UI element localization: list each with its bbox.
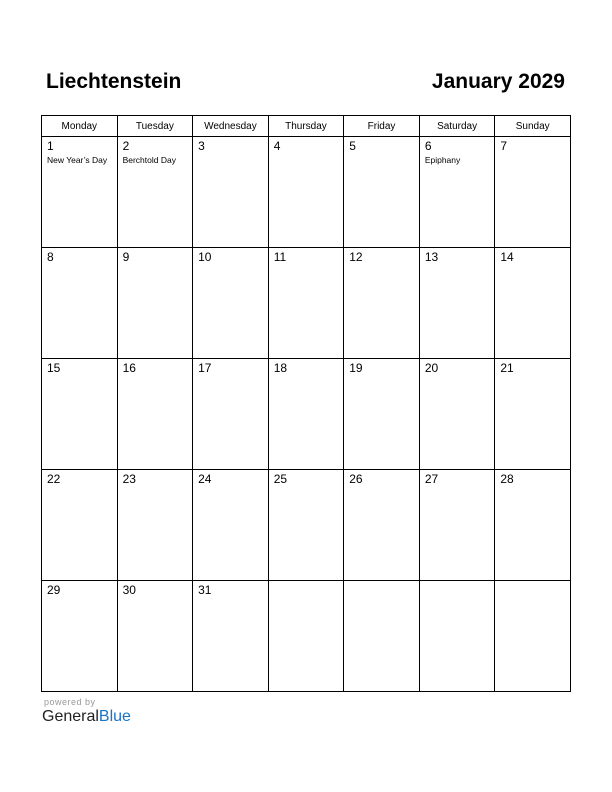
country-title: Liechtenstein (46, 70, 182, 93)
day-number (269, 581, 344, 584)
weekday-header-row (42, 116, 571, 137)
day-number: 11 (273, 250, 287, 264)
month-title: January 2029 (431, 70, 565, 93)
generalblue-logo[interactable] (42, 708, 131, 726)
day-number: 8 (47, 250, 54, 264)
day-number: 30 (122, 583, 136, 597)
week-row (42, 581, 571, 692)
day-cell (117, 359, 193, 470)
day-cell (117, 248, 193, 359)
day-cell (268, 137, 344, 248)
day-cell (495, 470, 571, 581)
day-cell (268, 581, 344, 692)
day-number: 1 (47, 139, 54, 153)
day-cell (344, 470, 420, 581)
day-number: 3 (198, 139, 205, 153)
day-cell (42, 359, 118, 470)
day-cell (419, 359, 495, 470)
day-number: 4 (273, 139, 281, 153)
day-number: 14 (500, 250, 514, 264)
day-cell (419, 470, 495, 581)
week-row (42, 359, 571, 470)
day-number: 28 (500, 472, 514, 486)
day-number: 5 (349, 139, 356, 153)
day-cell (344, 359, 420, 470)
day-cell (344, 248, 420, 359)
weekday-header: Friday (344, 116, 420, 137)
day-number: 17 (198, 361, 212, 375)
weekday-header: Monday (42, 116, 118, 137)
day-cell (117, 137, 193, 248)
day-number: 21 (500, 361, 514, 375)
day-number: 7 (500, 139, 508, 153)
day-number: 6 (424, 139, 432, 153)
day-cell (42, 137, 118, 248)
day-cell (117, 581, 193, 692)
day-number (495, 581, 570, 584)
week-row (42, 137, 571, 248)
weekday-header: Sunday (495, 116, 571, 137)
day-cell (419, 581, 495, 692)
day-number: 12 (349, 250, 363, 264)
day-number: 29 (47, 583, 61, 597)
day-number: 27 (424, 472, 439, 486)
day-cell (193, 581, 269, 692)
holiday-label: Berchtold Day (122, 155, 176, 165)
day-cell (344, 581, 420, 692)
day-cell (117, 470, 193, 581)
day-cell (495, 137, 571, 248)
day-number: 26 (349, 472, 363, 486)
powered-by-text: powered by (44, 697, 96, 707)
day-number: 23 (122, 472, 136, 486)
day-number: 24 (198, 472, 212, 486)
day-cell (268, 359, 344, 470)
day-number (344, 581, 419, 584)
day-cell (193, 470, 269, 581)
day-number: 19 (349, 361, 363, 375)
day-cell (419, 248, 495, 359)
day-cell (268, 248, 344, 359)
day-cell (42, 581, 118, 692)
day-number: 31 (198, 583, 212, 597)
day-cell (193, 248, 269, 359)
weekday-header: Tuesday (117, 116, 193, 137)
weekday-header: Saturday (419, 116, 495, 137)
holiday-label: New Year’s Day (47, 155, 108, 165)
holiday-label: Epiphany (424, 155, 461, 165)
day-number (420, 581, 495, 584)
logo-general: General (42, 708, 99, 725)
day-number: 25 (273, 472, 288, 486)
day-cell (268, 470, 344, 581)
weekday-header: Thursday (268, 116, 344, 137)
logo-blue: Blue (98, 708, 131, 725)
day-cell (193, 359, 269, 470)
day-number: 9 (122, 250, 130, 264)
day-cell (344, 137, 420, 248)
week-row (42, 248, 571, 359)
day-cell (495, 359, 571, 470)
day-cell (419, 137, 495, 248)
day-number: 13 (424, 250, 439, 264)
day-cell (42, 470, 118, 581)
week-row (42, 470, 571, 581)
day-cell (495, 248, 571, 359)
day-number: 22 (47, 472, 61, 486)
day-number: 15 (47, 361, 61, 375)
calendar-grid (41, 115, 571, 692)
day-number: 18 (273, 361, 288, 375)
day-number: 10 (198, 250, 212, 264)
day-number: 20 (424, 361, 439, 375)
weekday-header: Wednesday (193, 116, 269, 137)
day-number: 2 (122, 139, 130, 153)
day-cell (42, 248, 118, 359)
day-cell (193, 137, 269, 248)
day-cell (495, 581, 571, 692)
day-number: 16 (122, 361, 136, 375)
